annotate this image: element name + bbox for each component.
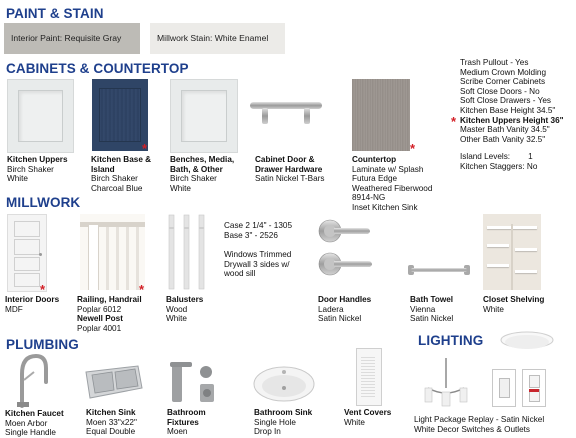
swatch-interior-paint: Interior Paint: Requisite Gray: [4, 23, 140, 54]
benches-door-image: [170, 79, 238, 153]
section-title-cabinets: CABINETS & COUNTERTOP: [6, 61, 189, 76]
chandelier-icon: [422, 358, 470, 410]
decor-switch-icon: [492, 369, 516, 407]
required-star-icon: *: [40, 282, 46, 297]
outlet-icon: [522, 369, 546, 407]
railing-caption: Railing, Handrail Poplar 6012 Newell Post Poplar 4001: [77, 295, 142, 333]
outlet-indicator-icon: [529, 389, 539, 392]
benches-caption: Benches, Media, Bath, & Other Birch Shaker White: [170, 155, 235, 193]
interior-doors-caption: Interior Doors MDF: [5, 295, 60, 314]
section-title-lighting: LIGHTING: [418, 333, 484, 348]
vent-covers-caption: Vent Covers White: [344, 408, 392, 427]
required-star-icon: *: [451, 114, 457, 129]
bath-towel-caption: Bath Towel Vienna Satin Nickel: [410, 295, 454, 324]
casing-text: Case 2 1/4" - 1305 Base 3" - 2526: [224, 221, 292, 240]
lighting-caption: Light Package Replay - Satin Nickel White Decor Switches & Outlets: [414, 415, 545, 434]
countertop-swatch-image: [352, 79, 410, 151]
required-star-icon: *: [139, 282, 145, 297]
interior-door-image: [7, 214, 47, 292]
door-handles-caption: Door Handles Ladera Satin Nickel: [318, 295, 372, 324]
closet-shelving-image: [483, 214, 541, 290]
required-star-icon: *: [410, 141, 416, 156]
hardware-caption: Cabinet Door & Drawer Hardware Satin Nickel T-Bars: [255, 155, 325, 184]
bathroom-sink-icon: [252, 364, 316, 404]
kitchen-faucet-icon: [12, 352, 52, 408]
balusters-caption: Balusters Wood White: [166, 295, 204, 324]
balusters-icon: [166, 213, 212, 291]
flush-mount-light-icon: [497, 330, 557, 358]
kitchen-base-caption: Kitchen Base & Island Birch Shaker Charcoal Blue: [91, 155, 152, 193]
section-title-millwork: MILLWORK: [6, 195, 81, 210]
bathroom-fixtures-caption: Bathroom Fixtures Moen: [167, 408, 206, 437]
cabinet-options-list: Trash Pullout - Yes Medium Crown Molding Scribe Corner Cabinets Soft Close Doors - No Soft Close Drawers - Yes Kitchen Base Height 34.5" Kitchen Uppers Height 36" Master Bath Vanity 34.5" Other Bath Vanity 32.5": [460, 58, 564, 144]
kitchen-uppers-caption: Kitchen Uppers Birch Shaker White: [7, 155, 68, 184]
kitchen-faucet-caption: Kitchen Faucet Moen Arbor Single Handle: [5, 409, 64, 438]
railing-image: [80, 214, 145, 290]
kitchen-uppers-door-image: [7, 79, 74, 153]
closet-shelving-caption: Closet Shelving White: [483, 295, 545, 314]
required-star-icon: *: [142, 141, 148, 156]
kitchen-base-door-image: [92, 79, 148, 151]
bathroom-fixtures-icon: [168, 358, 220, 406]
swatch-millwork-stain: Millwork Stain: White Enamel: [150, 23, 285, 54]
countertop-caption: Countertop Laminate w/ Splash Futura Edge Weathered Fiberwood 8914-NG Inset Kitchen Sink: [352, 155, 433, 212]
bathroom-sink-caption: Bathroom Sink Single Hole Drop In: [254, 408, 313, 437]
island-levels-row: Island Levels: 1: [460, 152, 533, 161]
section-title-plumbing: PLUMBING: [6, 337, 79, 352]
door-handle-icon: [316, 214, 382, 282]
vent-cover-image: [356, 348, 382, 406]
windows-text: Windows Trimmed Drywall 3 sides w/ wood sill: [224, 250, 292, 279]
kitchen-sink-caption: Kitchen Sink Moen 33"x22" Equal Double: [86, 408, 137, 437]
section-title-paint: PAINT & STAIN: [6, 6, 104, 21]
kitchen-sink-icon: [80, 360, 144, 404]
t-bar-pull-icon: [248, 94, 324, 134]
towel-bar-icon: [406, 262, 472, 278]
kitchen-staggers-row: Kitchen Staggers: No: [460, 162, 538, 171]
